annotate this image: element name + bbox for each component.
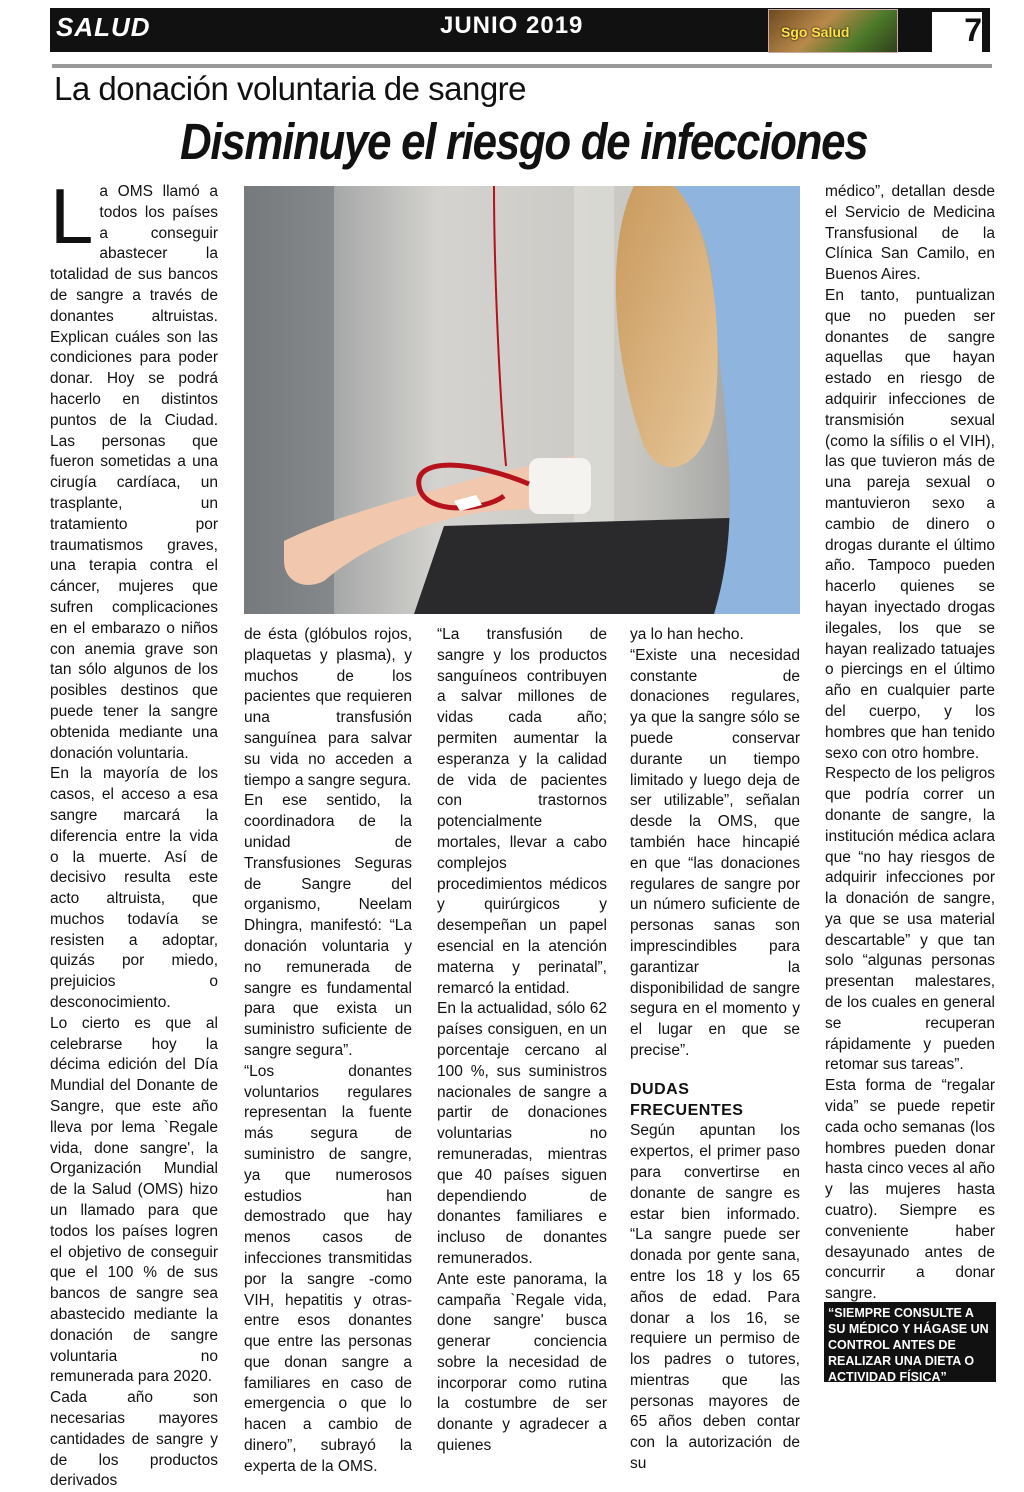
callout-box: “SIEMPRE CONSULTE A SU MÉDICO Y HÁGASE UN CONTROL ANTES DE REALIZAR UNA DIETA O ACTIVIDAD FÍSICA” [824, 1302, 996, 1382]
paragraph: Cada año son necesarias mayores cantidades de sangre y de los productos derivados [50, 1389, 218, 1490]
publication-logo [768, 9, 898, 53]
paragraph: En la mayoría de los casos, el acceso a esa sangre marcará la diferencia entre la vida o la muerte. Así de decisivo resulta este acto altruista, que muchos todavía se resisten a adoptar, quizás por miedo, prejuicios o desconocimiento. [50, 765, 218, 1012]
page-number: 7 [932, 12, 982, 52]
paragraph: médico”, detallan desde el Servicio de Medicina Transfusional de la Clínica San Camilo, en Buenos Aires. [825, 183, 995, 284]
blood-donation-photo [244, 186, 800, 614]
drop-cap: L [50, 172, 94, 260]
article-photo [244, 186, 800, 614]
subheading: DUDAS FRECUENTES [630, 1080, 744, 1119]
column-5 [825, 182, 995, 1305]
paragraph: En tanto, puntualizan que no pueden ser donantes de sangre aquellas que hayan estado en riesgo de adquirir infecciones de transmisión sexual (como la sífilis o el VIH), las que tuvieron más de una pareja sexual o mantuvieron sexo a cambio de dinero o drogas durante el último año. Tampoco pueden hacerlo quienes se hayan inyectado drogas ilegales, los que se hayan realizado tatuajes o piercings en el último año en cualquier parte del cuerpo, y los hombres que han tenido sexo con otro hombre. [825, 286, 995, 762]
issue-date: JUNIO 2019 [440, 12, 584, 39]
paragraph: En ese sentido, la coordinadora de la unidad de Transfusiones Seguras de Sangre del organismo, Neelam Dhingra, manifestó: “La donación voluntaria y no remunerada de sangre es fundamental para que exista un suministro suficiente de sangre segura”. [244, 792, 412, 1059]
paragraph: Respecto de los peligros que podría correr un donante de sangre, la institución médica aclara que “no hay riesgos de adquirir infecciones por la donación de sangre, ya que se usa material descartable” y que tan solo “algunas personas presentan malestares, de los cuales en general se recuperan rápidamente y pueden retomar sus tareas”. [825, 765, 995, 1074]
paragraph: “La transfusión de sangre y los productos sanguíneos contribuyen a salvar millones de vidas cada año; permiten aumentar la esperanza y la calidad de vida de pacientes con trastornos potencialmente mortales, llevar a cabo complejos procedimientos médicos y quirúrgicos y desempeñan un papel esencial en la atención materna y perinatal”, remarcó la entidad. [437, 626, 607, 997]
article-kicker: La donación voluntaria de sangre [54, 70, 527, 107]
paragraph: En la actualidad, sólo 62 países consiguen, en un porcentaje cercano al 100 %, sus suministros nacionales de sangre a partir de donaciones voluntarias no remuneradas, mientras que 40 países siguen dependiendo de donantes familiares e incluso de donantes remunerados. [437, 1000, 607, 1267]
paragraph: a OMS llamó a todos los países a conseguir abastecer la totalidad de sus bancos de sangre a través de donantes altruistas. Explican cuáles son las condiciones para poder donar. Hoy se podrá hacerlo en distintos puntos de la Ciudad. Las personas que fueron sometidas a una cirugía cardíaca, un trasplante, un tratamiento por traumatismos graves, una terapia contra el cáncer, mujeres que sufren complicaciones en el embarazo o niños con anemia grave son tan sólo algunos de los posibles destinos que puede tener la sangre obtenida mediante una donación voluntaria. [50, 183, 218, 762]
paragraph: Lo cierto es que al celebrarse hoy la décima edición del Día Mundial del Donante de Sangre, que este año lleva por lema `Regale vida, done sangre', la Organización Mundial de la Salud (OMS) hizo un llamado para que todos los países logren el objetivo de conseguir que el 100 % de sus bancos de sangre sea abastecido mediante la donación de sangre voluntaria no remunerada para 2020. [50, 1014, 218, 1386]
column-3 [437, 625, 607, 1457]
header-rule [52, 64, 992, 68]
section-label: SALUD [56, 12, 151, 42]
paragraph: “Los donantes voluntarios regulares representan la fuente más segura de suministro de sangre, ya que numerosos estudios han demostrado que hay menos casos de infecciones transmitidas por la sangre -como VIH, hepatitis y otras- entre esos donantes que entre las personas que donan sangre a familiares en caso de emergencia o que lo hacen a cambio de dinero”, subrayó la experta de la OMS. [244, 1062, 412, 1475]
logo-text: Sgo Salud [781, 24, 850, 40]
article-headline: Disminuye el riesgo de infecciones [180, 113, 868, 170]
paragraph: “Existe una necesidad constante de donaciones regulares, ya que la sangre sólo se puede conservar durante un tiempo limitado y luego deja de ser utilizable”, señalan desde la OMS, que también hace hincapié en que “las donaciones regulares de sangre por un número suficiente de personas sanas son imprescindibles para garantizar la disponibilidad de sangre segura en el momento y el lugar en que se precise”. [630, 646, 800, 1059]
column-2 [244, 625, 412, 1478]
paragraph: Según apuntan los expertos, el primer paso para convertirse en donante de sangre es estar bien informado. “La sangre puede ser donada por gente sana, entre los 18 y los 65 años de edad. Para donar a los 16, se requiere un permiso de los padres o tutores, mientras que las personas mayores de 65 años deben contar con la autorización de su [630, 1122, 800, 1473]
paragraph: ya lo han hecho. [630, 626, 744, 643]
paragraph: Esta forma de “regalar vida” se puede repetir cada ocho semanas (los hombres pueden donar hasta cinco veces al año y las mujeres hasta cuatro). Siempre es conveniente haber desayunado antes de concurrir a donar sangre. [825, 1077, 995, 1303]
paragraph: de ésta (glóbulos rojos, plaquetas y plasma), y muchos de los pacientes que requieren una transfusión sanguínea para salvar su vida no acceden a tiempo a sangre segura. [244, 626, 412, 789]
paragraph: Ante este panorama, la campaña `Regale vida, done sangre' busca generar conciencia sobre la necesidad de incorporar como rutina la costumbre de ser donante y agradecer a quienes [437, 1270, 607, 1455]
column-4 [630, 625, 800, 1475]
column-1 [50, 172, 218, 1492]
